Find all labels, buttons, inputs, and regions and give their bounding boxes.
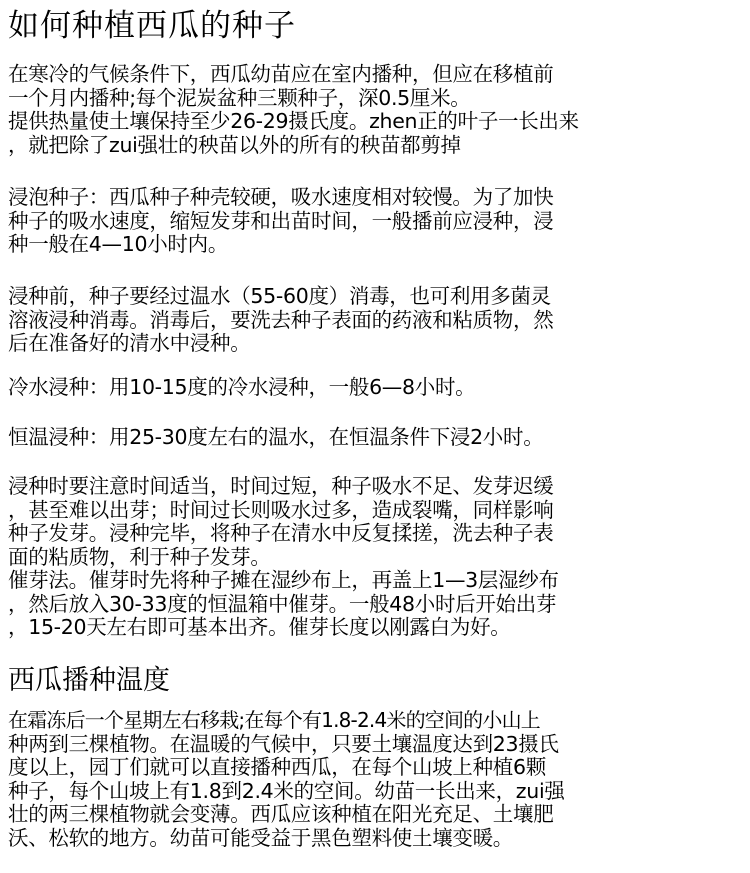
text-line: 催芽法。催芽时先将种子摊在湿纱布上，再盖上1—3层湿纱布 xyxy=(8,569,559,592)
text-line: 种子，每个山坡上有1.8到2.4米的空间。幼苗一长出来，zui强 xyxy=(8,779,565,803)
text-line: 浸泡种子：西瓜种子种壳较硬，吸水速度相对较慢。为了加快 xyxy=(8,186,554,209)
section-title: 西瓜播种温度 xyxy=(8,665,170,696)
text-line: 提供热量使土壤保持至少26-29摄氏度。zhen正的叶子一长出来 xyxy=(8,110,579,133)
text-line: 种一般在4—10小时内。 xyxy=(8,233,229,256)
text-line: 壮的两三棵植物就会变薄。西瓜应该种植在阳光充足、土壤肥 xyxy=(8,803,554,826)
cold-water-soak-paragraph xyxy=(8,376,744,400)
pre-soak-disinfection-paragraph xyxy=(8,285,744,356)
text-line: 一个月内播种;每个泥炭盆种三颗种子，深0.5厘米。 xyxy=(8,86,471,110)
text-line: 种子发芽。浸种完毕，将种子在清水中反复揉搓，洗去种子表 xyxy=(8,522,554,545)
text-line: 冷水浸种：用10-15度的冷水浸种，一般6—8小时。 xyxy=(8,376,476,399)
text-line: ，就把除了zui强壮的秧苗以外的所有的秧苗都剪掉 xyxy=(8,133,461,157)
text-line: 后在准备好的清水中浸种。 xyxy=(8,332,251,355)
text-line: 沃、松软的地方。幼苗可能受益于黑色塑料使土壤变暖。 xyxy=(8,826,513,850)
text-line: 恒温浸种：用25-30度左右的温水，在恒温条件下浸2小时。 xyxy=(8,426,544,449)
soak-seeds-paragraph xyxy=(8,186,744,257)
constant-temperature-soak-paragraph xyxy=(8,426,744,450)
text-line: ，15-20天左右即可基本出齐。催芽长度以刚露白为好。 xyxy=(8,616,511,639)
sowing-temperature-paragraph xyxy=(8,709,744,850)
text-line: 种子的吸水速度，缩短发芽和出苗时间，一般播前应浸种，浸 xyxy=(8,209,554,233)
text-line: 种两到三棵植物。在温暖的气候中，只要土壤温度达到23摄氏 xyxy=(8,732,559,756)
soak-timing-paragraph xyxy=(8,475,744,640)
text-line: 面的粘质物，利于种子发芽。 xyxy=(8,545,271,569)
text-line: 浸种时要注意时间适当，时间过短，种子吸水不足、发芽迟缓 xyxy=(8,475,554,498)
text-line: 在霜冻后一个星期左右移栽;在每个有1.8-2.4米的空间的小山上 xyxy=(8,709,540,732)
text-line: 浸种前，种子要经过温水（55-60度）消毒，也可利用多菌灵 xyxy=(8,285,551,308)
text-line: 在寒冷的气候条件下，西瓜幼苗应在室内播种，但应在移植前 xyxy=(8,63,554,86)
page-title: 如何种植西瓜的种子 xyxy=(8,8,296,44)
text-line: ，甚至难以出芽；时间过长则吸水过多，造成裂嘴，同样影响 xyxy=(8,498,554,522)
text-line: 度以上，园丁们就可以直接播种西瓜，在每个山坡上种植6颗 xyxy=(8,756,546,779)
text-line: 溶液浸种消毒。消毒后，要洗去种子表面的药液和粘质物，然 xyxy=(8,308,554,332)
intro-paragraph xyxy=(8,63,744,157)
text-line: ，然后放入30-33度的恒温箱中催芽。一般48小时后开始出芽 xyxy=(8,592,557,616)
